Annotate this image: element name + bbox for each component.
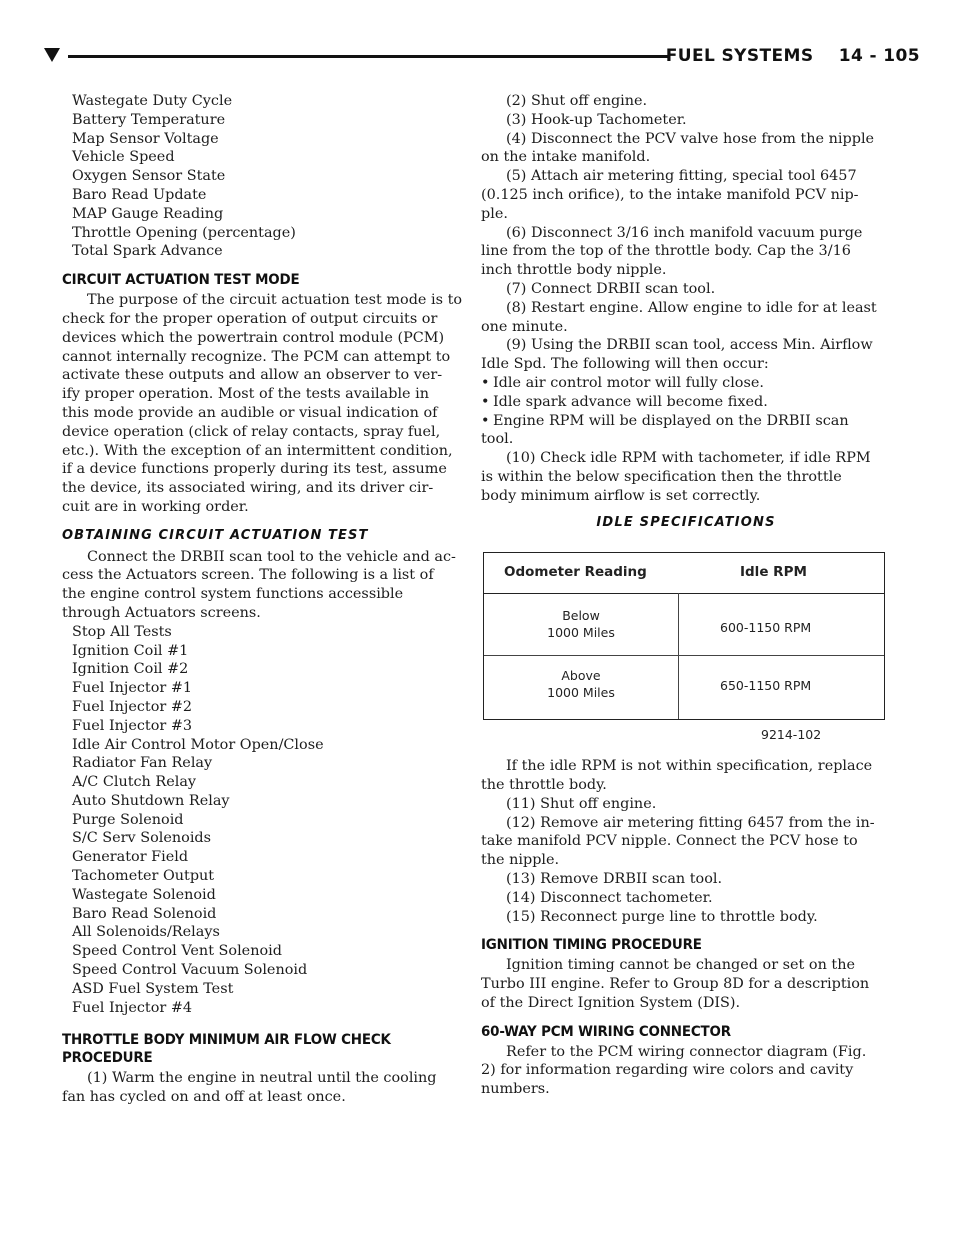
- column-divider: [678, 593, 679, 719]
- text-line: cannot internally recognize. The PCM can attempt to: [62, 348, 451, 365]
- list-item: Fuel Injector #3: [72, 717, 193, 734]
- text-line: device operation (click of relay contacts, spray fuel,: [62, 423, 441, 440]
- text-line: (10) Check idle RPM with tachometer, if idle RPM: [506, 450, 871, 467]
- pcm-connector-paragraph: [481, 1043, 891, 1099]
- procedure-steps-c: [481, 757, 891, 926]
- list-item: Map Sensor Voltage: [72, 130, 219, 147]
- text-line: etc.). With the exception of an intermittent condition,: [62, 442, 453, 459]
- list-item: Generator Field: [72, 849, 189, 866]
- text-line: Turbo III engine. Refer to Group 8D for a description: [481, 976, 870, 993]
- odo-1-line-1: Below: [562, 608, 600, 624]
- text-line: (0.125 inch orifice), to the intake manifold PCV nip-: [481, 186, 859, 203]
- list-item: Baro Read Solenoid: [72, 905, 217, 922]
- list-item: Speed Control Vent Solenoid: [72, 943, 282, 960]
- bullet-continuation: tool.: [481, 431, 514, 448]
- list-item: Stop All Tests: [72, 623, 172, 640]
- list-item: Total Spark Advance: [72, 243, 223, 260]
- text-line: through Actuators screens.: [62, 604, 261, 621]
- list-item: Radiator Fan Relay: [72, 755, 213, 772]
- text-line: one minute.: [481, 318, 568, 335]
- text-line: fan has cycled on and off at least once.: [62, 1089, 346, 1106]
- procedure-steps-b: [481, 449, 891, 505]
- text-line: If the idle RPM is not within specification, replace: [506, 758, 873, 775]
- idle-specifications-title: IDLE SPECIFICATIONS: [596, 514, 776, 530]
- text-line: the throttle body.: [481, 776, 607, 793]
- text-line: cuit are in working order.: [62, 498, 249, 515]
- text-line: the nipple.: [481, 852, 560, 869]
- list-item: Baro Read Update: [72, 186, 207, 203]
- bullet-text: Idle air control motor will fully close.: [493, 374, 764, 391]
- text-line: the device, its associated wiring, and its driver cir-: [62, 480, 434, 497]
- actuators-list: [62, 623, 472, 1018]
- ignition-timing-paragraph: [481, 956, 891, 1012]
- throttle-body-paragraph: [62, 1069, 472, 1107]
- text-line: line from the top of the throttle body. Cap the 3/16: [481, 243, 851, 260]
- text-line: (14) Disconnect tachometer.: [506, 889, 713, 906]
- text-line: ple.: [481, 205, 508, 222]
- heading-line: PROCEDURE: [62, 1049, 153, 1067]
- list-item: Ignition Coil #2: [72, 661, 189, 678]
- text-line: body minimum airflow is set correctly.: [481, 487, 761, 504]
- odo-2-line-1: Above: [561, 668, 601, 684]
- text-line: activate these outputs and allow an observer to ver-: [62, 367, 443, 384]
- list-item: S/C Serv Solenoids: [72, 830, 212, 847]
- text-line: (15) Reconnect purge line to throttle body.: [506, 908, 818, 925]
- table-header-row: [484, 553, 884, 594]
- header-idle-rpm: Idle RPM: [740, 564, 807, 581]
- text-line: Ignition timing cannot be changed or set on the: [506, 957, 855, 974]
- bullet-item: [481, 393, 891, 412]
- text-line: (7) Connect DRBII scan tool.: [506, 280, 716, 297]
- left-column: [62, 92, 472, 1107]
- list-item: Fuel Injector #2: [72, 698, 193, 715]
- list-item: All Solenoids/Relays: [72, 924, 220, 941]
- text-line: this mode provide an audible or visual indication of: [62, 404, 438, 421]
- text-line: (3) Hook-up Tachometer.: [506, 111, 687, 128]
- bullet-item: [481, 374, 891, 393]
- list-item: Vehicle Speed: [72, 149, 175, 166]
- section-heading-circuit-actuation: CIRCUIT ACTUATION TEST MODE: [62, 271, 300, 289]
- table-cell-odo-1: [484, 607, 678, 641]
- page-header: [44, 46, 920, 68]
- bullet-icon: •: [481, 393, 490, 410]
- list-item: Battery Temperature: [72, 111, 226, 128]
- header-title: FUEL SYSTEMS 14 - 105: [665, 46, 920, 66]
- figure-number: 9214-102: [761, 727, 822, 743]
- list-item: Fuel Injector #1: [72, 680, 193, 697]
- list-item: Tachometer Output: [72, 868, 215, 885]
- list-item: Wastegate Solenoid: [72, 886, 216, 903]
- text-line: of the Direct Ignition System (DIS).: [481, 994, 741, 1011]
- text-line: (8) Restart engine. Allow engine to idle for at least: [506, 299, 877, 316]
- text-line: (4) Disconnect the PCV valve hose from the nipple: [506, 130, 875, 147]
- subheading-obtaining-test: OBTAINING CIRCUIT ACTUATION TEST: [62, 527, 369, 543]
- list-item: Fuel Injector #4: [72, 999, 193, 1016]
- text-line: Connect the DRBII scan tool to the vehicle and ac-: [87, 548, 456, 565]
- data-list: [62, 92, 472, 261]
- list-item: Speed Control Vacuum Solenoid: [72, 962, 308, 979]
- circuit-actuation-paragraph: [62, 291, 472, 517]
- list-item: Idle Air Control Motor Open/Close: [72, 736, 324, 753]
- idle-specifications-table: [483, 552, 885, 720]
- list-item: Throttle Opening (percentage): [72, 224, 296, 241]
- text-line: devices which the powertrain control module (PCM): [62, 329, 445, 346]
- text-line: The purpose of the circuit actuation test mode is to: [87, 292, 463, 309]
- text-line: (9) Using the DRBII scan tool, access Min. Airflow: [506, 337, 873, 354]
- header-odometer: Odometer Reading: [504, 564, 647, 581]
- bullet-item: [481, 412, 891, 431]
- obtaining-test-paragraph: [62, 548, 472, 623]
- text-line: (13) Remove DRBII scan tool.: [506, 870, 723, 887]
- list-item: MAP Gauge Reading: [72, 205, 224, 222]
- triangle-marker-icon: [44, 48, 60, 62]
- text-line: inch throttle body nipple.: [481, 262, 667, 279]
- text-line: the engine control system functions accessible: [62, 586, 404, 603]
- bullet-text: Engine RPM will be displayed on the DRBII scan: [493, 412, 849, 429]
- bullet-icon: •: [481, 412, 490, 429]
- odo-1-line-2: 1000 Miles: [547, 625, 615, 641]
- text-line: on the intake manifold.: [481, 149, 651, 166]
- table-cell-rpm-2: 650-1150 RPM: [720, 678, 812, 694]
- list-item: Oxygen Sensor State: [72, 168, 226, 185]
- list-item: Purge Solenoid: [72, 811, 184, 828]
- text-line: Idle Spd. The following will then occur:: [481, 356, 769, 373]
- list-item: Ignition Coil #1: [72, 642, 189, 659]
- list-item: Auto Shutdown Relay: [72, 792, 230, 809]
- text-line: (6) Disconnect 3/16 inch manifold vacuum purge: [506, 224, 863, 241]
- right-column: [481, 92, 891, 1099]
- text-line: (12) Remove air metering fitting 6457 from the in-: [506, 814, 875, 831]
- odo-2-line-2: 1000 Miles: [547, 685, 615, 701]
- text-line: take manifold PCV nipple. Connect the PCV hose to: [481, 833, 858, 850]
- bullet-icon: •: [481, 374, 490, 391]
- bullet-list: [481, 374, 891, 449]
- text-line: (2) Shut off engine.: [506, 93, 648, 109]
- section-heading-ignition-timing: IGNITION TIMING PROCEDURE: [481, 936, 702, 954]
- table-cell-odo-2: [484, 667, 678, 701]
- section-heading-pcm-connector: 60-WAY PCM WIRING CONNECTOR: [481, 1022, 731, 1040]
- text-line: cess the Actuators screen. The following is a list of: [62, 567, 434, 584]
- heading-line: THROTTLE BODY MINIMUM AIR FLOW CHECK: [62, 1031, 391, 1049]
- text-line: if a device functions properly during its test, assume: [62, 461, 447, 478]
- table-cell-rpm-1: 600-1150 RPM: [720, 620, 812, 636]
- text-line: Refer to the PCM wiring connector diagram (Fig.: [506, 1043, 867, 1060]
- text-line: (11) Shut off engine.: [506, 795, 657, 812]
- section-heading-throttle-body: [62, 1031, 439, 1067]
- bullet-text: Idle spark advance will become fixed.: [493, 393, 768, 410]
- list-item: A/C Clutch Relay: [72, 774, 197, 791]
- text-line: is within the below specification then the throttle: [481, 468, 842, 485]
- text-line: (1) Warm the engine in neutral until the cooling: [87, 1070, 437, 1087]
- text-line: check for the proper operation of output circuits or: [62, 310, 438, 327]
- text-line: 2) for information regarding wire colors and cavity: [481, 1062, 854, 1079]
- text-line: numbers.: [481, 1081, 550, 1098]
- text-line: (5) Attach air metering fitting, special tool 6457: [506, 168, 857, 185]
- procedure-steps-a: [481, 92, 891, 374]
- row-divider: [484, 655, 884, 656]
- list-item: ASD Fuel System Test: [72, 980, 234, 997]
- header-rule: [68, 55, 668, 58]
- text-line: ify proper operation. Most of the tests available in: [62, 386, 430, 403]
- list-item: Wastegate Duty Cycle: [72, 93, 233, 109]
